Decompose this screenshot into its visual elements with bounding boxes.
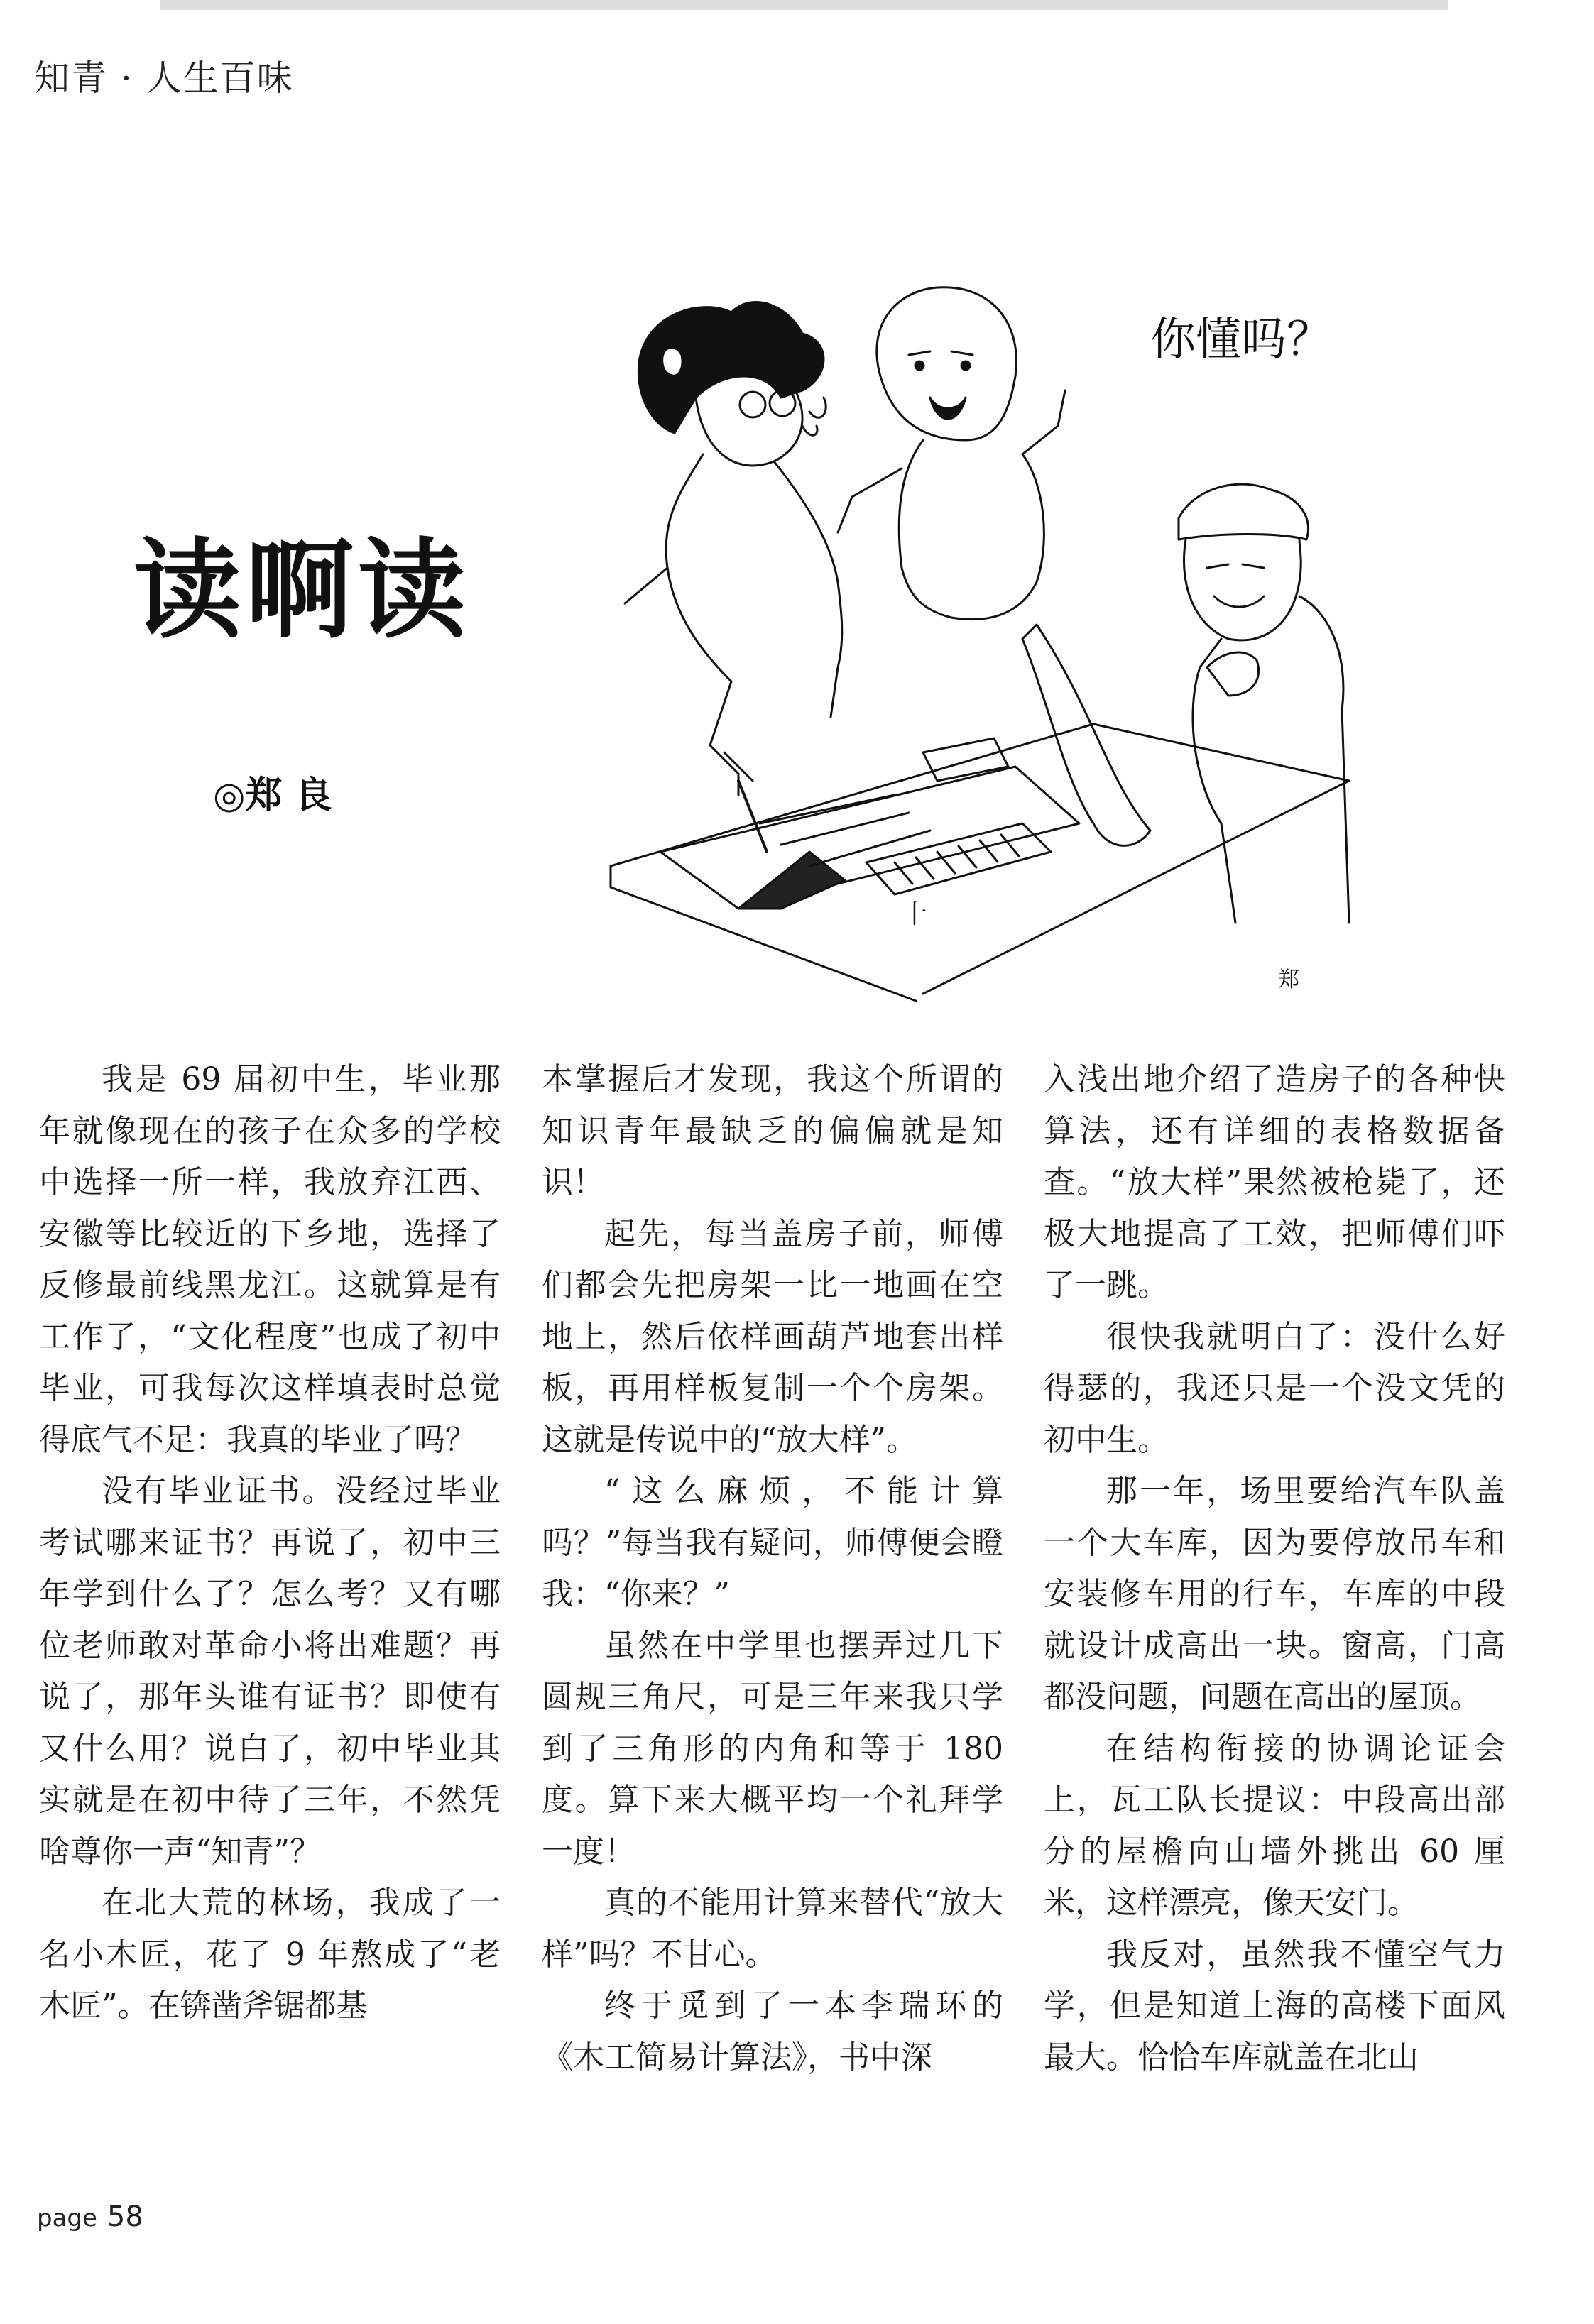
top-rule — [160, 0, 1448, 10]
page-number: 58 — [107, 2200, 143, 2233]
paragraph: 那一年，场里要给汽车队盖一个大车库，因为要停放吊车和安装修车用的行车，车库的中段就设计成高出一块。窗高，门高都没问题，问题在高出的屋顶。 — [1044, 1473, 1505, 1715]
paragraph: 本掌握后才发现，我这个所谓的知识青年最缺乏的偏偏就是知识！ — [542, 1061, 1003, 1200]
paragraph: 我反对，虽然我不懂空气力学，但是知道上海的高楼下面风最大。恰恰车库就盖在北山 — [1044, 1936, 1505, 2076]
section-header: 知青 · 人生百味 — [34, 57, 294, 99]
paragraph: 在北大荒的林场，我成了一名小木匠，花了 9 年熬成了“老木匠”。在锛凿斧锯都基 — [39, 1885, 501, 2024]
paragraph: 终于觅到了一本李瑞环的《木工简易计算法》，书中深 — [542, 1988, 1003, 2076]
paragraph: 在结构衔接的协调论证会上，瓦工队长提议：中段高出部分的屋檐向山墙外挑出 60 厘米，这样漂亮，像天安门。 — [1044, 1730, 1505, 1921]
text-column-2 — [542, 1054, 1003, 2161]
page-footer — [37, 2200, 143, 2233]
paragraph: 没有毕业证书。没经过毕业考试哪来证书？再说了，初中三年学到什么了？怎么考？又有哪位老师敢对革命小将出难题？再说了，那年头谁有证书？即使有又什么用？说白了，初中毕业其实就是在初中待了三年，不然凭啥尊你一声“知青”？ — [39, 1473, 501, 1870]
young-man-figure — [625, 302, 842, 852]
text-column-3 — [1044, 1054, 1505, 2161]
artist-signature: 郑 — [1278, 968, 1299, 992]
text-column-1 — [39, 1054, 501, 2161]
blueprint-mark: 十 — [902, 900, 928, 929]
cartoon-illustration — [596, 284, 1505, 1008]
paragraph: 我是 69 届初中生，毕业那年就像现在的孩子在众多的学校中选择一所一样，我放弃江西、安徽等比较近的下乡地，选择了反修最前线黑龙江。这就算是有工作了，“文化程度”也成了初中毕业，可我每次这样填表时总觉得底气不足：我真的毕业了吗？ — [39, 1061, 501, 1458]
blueprint-table — [611, 625, 1349, 1001]
article-author: ◎郑 良 — [213, 774, 332, 817]
article-title: 读啊读 — [133, 527, 470, 653]
speech-text: 你懂吗？ — [1150, 314, 1332, 366]
capped-man-figure — [1179, 484, 1349, 923]
paragraph: 很快我就明白了：没什么好得瑟的，我还只是一个没文凭的初中生。 — [1044, 1318, 1505, 1458]
paragraph: 起先，每当盖房子前，师傅们都会先把房架一比一地画在空地上，然后依样画葫芦地套出样板，再用样板复制一个个房架。这就是传说中的“放大样”。 — [542, 1215, 1003, 1458]
bald-man-figure — [802, 287, 1065, 620]
paragraph: 虽然在中学里也摆弄过几下圆规三角尺，可是三年来我只学到了三角形的内角和等于 180 度。算下来大概平均一个礼拜学一度！ — [542, 1627, 1003, 1870]
paragraph: 真的不能用计算来替代“放大样”吗？不甘心。 — [542, 1885, 1003, 1973]
paragraph: 入浅出地介绍了造房子的各种快算法，还有详细的表格数据备查。“放大样”果然被枪毙了，还极大地提高了工效，把师傅们吓了一跳。 — [1044, 1061, 1505, 1303]
page-label: page — [37, 2204, 97, 2232]
paragraph: “这么麻烦，不能计算吗？”每当我有疑问，师傅便会瞪我：“你来？” — [542, 1473, 1003, 1612]
